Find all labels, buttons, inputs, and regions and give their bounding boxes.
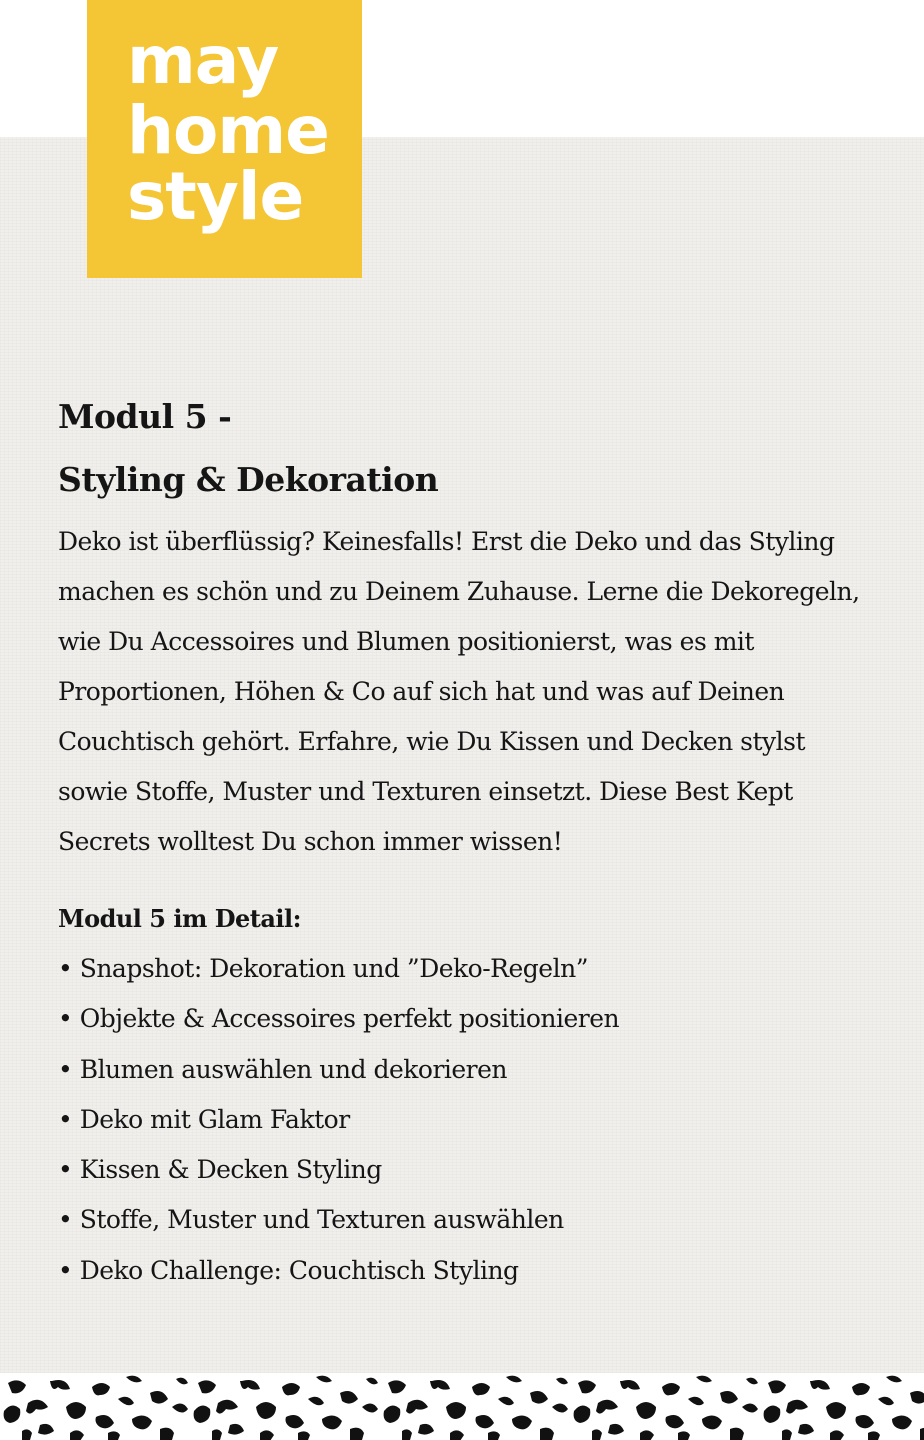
logo-text-may: may (127, 22, 279, 99)
logo-text-style: style (127, 158, 304, 235)
list-item: • Deko Challenge: Couchtisch Styling (58, 1255, 519, 1285)
list-item: • Stoffe, Muster und Texturen auswählen (58, 1205, 564, 1235)
module-content (58, 385, 878, 1296)
module-detail-heading: Modul 5 im Detail: (58, 904, 302, 933)
list-item: • Snapshot: Dekoration und ”Deko-Regeln” (58, 954, 588, 983)
module-intro-text: Deko ist überflüssig? Keinesfalls! Erst die Deko und das Styling machen es schön und zu Deinem Zuhause. Lerne die Dekoregeln, wie Du Accessoires und Blumen positionierst, was es mit Proportionen, Höhen & Co auf sich hat und was auf Deinen Couchtisch gehört. Erfahre, wie Du Kissen und Decken stylst sowie Stoffe, Muster und Texturen einsetzt. Diese Best Kept Secrets wolltest Du schon immer wissen! (58, 527, 860, 856)
leopard-pattern-border (0, 1373, 924, 1440)
logo-text-home: home (127, 92, 329, 169)
module-detail-list (58, 944, 878, 1296)
brand-logo (87, 0, 362, 278)
module-title-line-2: Styling & Dekoration (58, 460, 439, 499)
module-title-line-1: Modul 5 - (58, 397, 232, 436)
list-item: • Deko mit Glam Faktor (58, 1104, 350, 1134)
list-item: • Kissen & Decken Styling (58, 1155, 382, 1185)
list-item: • Blumen auswählen und dekorieren (58, 1054, 508, 1084)
module-title (58, 385, 878, 511)
list-item: • Objekte & Accessoires perfekt positionieren (58, 1004, 620, 1034)
